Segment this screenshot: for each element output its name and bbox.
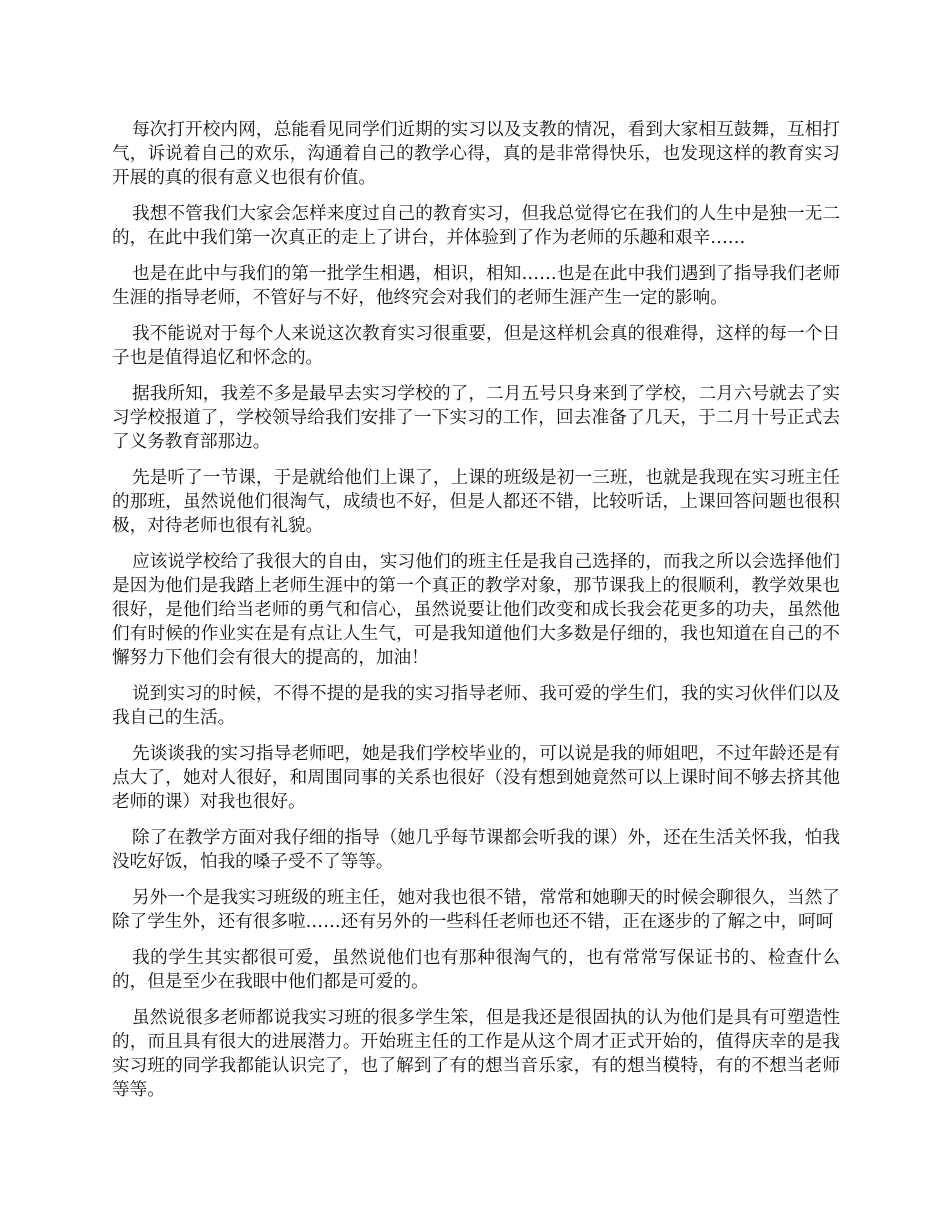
paragraph: 先是听了一节课，于是就给他们上课了，上课的班级是初一三班，也就是我现在实习班主任的那班，虽然说他们很淘气，成绩也不好，但是人都还不错，比较听话，上课回答问题也很积极，对待老师也很有礼貌。	[112, 468, 840, 536]
paragraph: 除了在教学方面对我仔细的指导（她几乎每节课都会听我的课）外，还在生活关怀我，怕我没吃好饭，怕我的嗓子受不了等等。	[112, 828, 840, 872]
paragraph: 说到实习的时候，不得不提的是我的实习指导老师、我可爱的学生们，我的实习伙伴们以及我自己的生活。	[112, 684, 840, 728]
paragraph: 我不能说对于每个人来说这次教育实习很重要，但是这样机会真的很难得，这样的每一个日子也是值得追忆和怀念的。	[112, 324, 840, 368]
paragraph: 应该说学校给了我很大的自由，实习他们的班主任是我自己选择的，而我之所以会选择他们是因为他们是我踏上老师生涯中的第一个真正的教学对象，那节课我上的很顺利，教学效果也很好，是他们给当老师的勇气和信心，虽然说要让他们改变和成长我会花更多的功夫，虽然他们有时候的作业实在是有点让人生气，可是我知道他们大多数是仔细的，我也知道在自己的不懈努力下他们会有很大的提高的，加油！	[112, 552, 840, 668]
paragraph: 另外一个是我实习班级的班主任，她对我也很不错，常常和她聊天的时候会聊很久，当然了除了学生外，还有很多啦……还有另外的一些科任老师也还不错，正在逐步的了解之中，呵呵	[112, 888, 840, 932]
paragraph: 先谈谈我的实习指导老师吧，她是我们学校毕业的，可以说是我的师姐吧，不过年龄还是有点大了，她对人很好，和周围同事的关系也很好（没有想到她竟然可以上课时间不够去挤其他老师的课）对我也很好。	[112, 744, 840, 812]
paragraph: 我的学生其实都很可爱，虽然说他们也有那种很淘气的，也有常常写保证书的、检查什么的，但是至少在我眼中他们都是可爱的。	[112, 948, 840, 992]
paragraph: 虽然说很多老师都说我实习班的很多学生笨，但是我还是很固执的认为他们是具有可塑造性的，而且具有很大的进展潜力。开始班主任的工作是从这个周才正式开始的，值得庆幸的是我实习班的同学我都能认识完了，也了解到了有的想当音乐家，有的想当模特，有的不想当老师等等。	[112, 1008, 840, 1100]
paragraph: 每次打开校内网，总能看见同学们近期的实习以及支教的情况，看到大家相互鼓舞，互相打气，诉说着自己的欢乐，沟通着自己的教学心得，真的是非常得快乐，也发现这样的教育实习开展的真的很有意义也很有价值。	[112, 120, 840, 188]
paragraph: 据我所知，我差不多是最早去实习学校的了，二月五号只身来到了学校，二月六号就去了实习学校报道了，学校领导给我们安排了一下实习的工作，回去准备了几天，于二月十号正式去了义务教育部那边。	[112, 384, 840, 452]
document-body	[112, 118, 840, 1114]
paragraph: 我想不管我们大家会怎样来度过自己的教育实习，但我总觉得它在我们的人生中是独一无二的，在此中我们第一次真正的走上了讲台，并体验到了作为老师的乐趣和艰辛……	[112, 204, 840, 248]
paragraph: 也是在此中与我们的第一批学生相遇，相识，相知……也是在此中我们遇到了指导我们老师生涯的指导老师，不管好与不好，他终究会对我们的老师生涯产生一定的影响。	[112, 264, 840, 308]
